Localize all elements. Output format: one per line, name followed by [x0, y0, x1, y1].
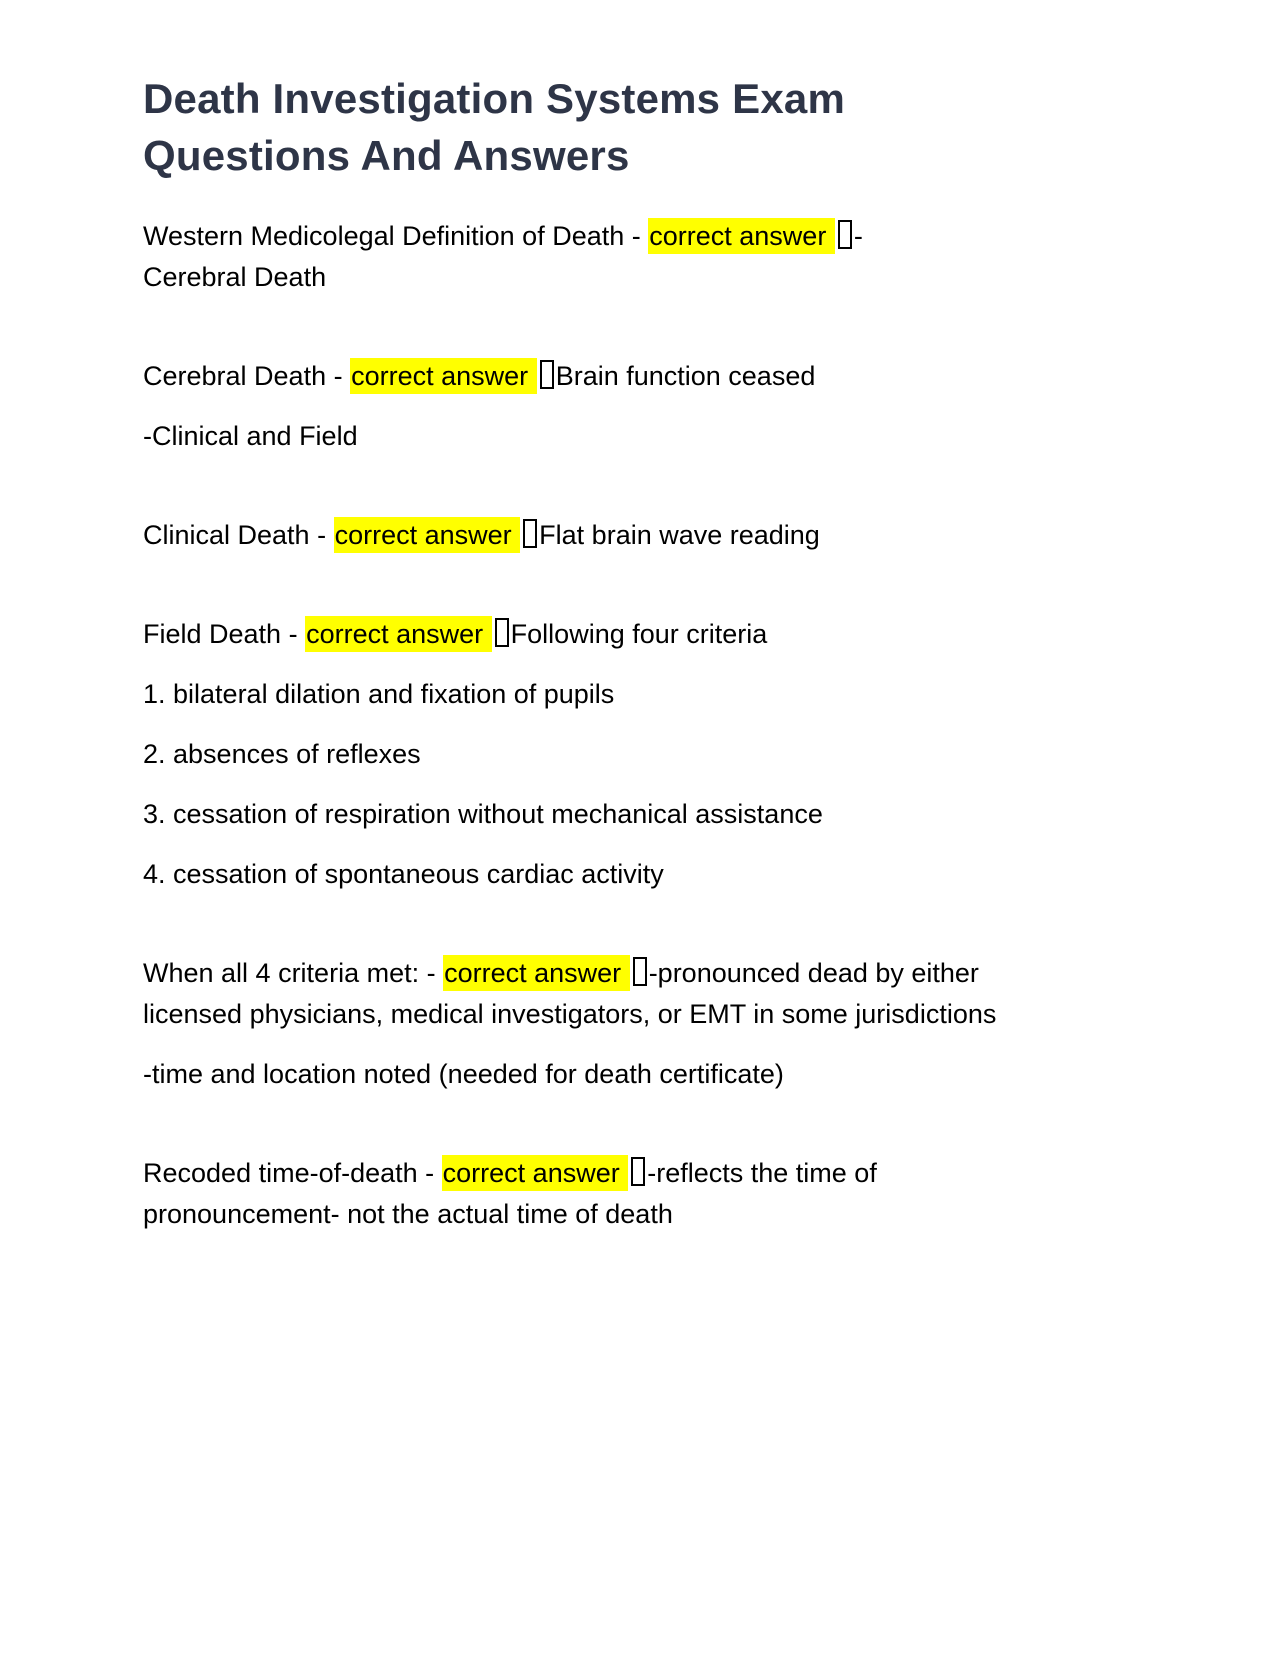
paragraph	[143, 1054, 1043, 1095]
paragraph	[143, 854, 1043, 895]
text-run: Cerebral Death -	[143, 361, 351, 391]
text-run: When all 4 criteria met: -	[143, 958, 444, 988]
text-run: -	[853, 221, 863, 251]
text-run: -reflects the time of pronouncement- not the actual time of death	[143, 1158, 877, 1229]
paragraph	[143, 515, 1043, 556]
text-run: -time and location noted (needed for death certificate)	[143, 1059, 784, 1089]
qa-block	[143, 356, 1043, 457]
highlighted-answer-label: correct answer	[442, 1155, 629, 1191]
highlighted-answer-label: correct answer	[350, 358, 537, 394]
missing-glyph-icon	[838, 220, 852, 249]
paragraph	[143, 1153, 1043, 1235]
highlighted-answer-label: correct answer	[334, 517, 521, 553]
paragraph	[143, 416, 1043, 457]
missing-glyph-icon	[633, 957, 647, 986]
missing-glyph-icon	[540, 360, 554, 389]
paragraph	[143, 794, 1043, 835]
highlighted-answer-label: correct answer	[305, 616, 492, 652]
paragraph	[143, 734, 1043, 775]
text-run: Recoded time-of-death -	[143, 1158, 442, 1188]
text-run: Clinical Death -	[143, 520, 334, 550]
highlighted-answer-label: correct answer	[443, 955, 630, 991]
qa-block	[143, 953, 1043, 1095]
text-run: 4. cessation of spontaneous cardiac activity	[143, 859, 664, 889]
paragraph	[143, 674, 1043, 715]
text-run: 3. cessation of respiration without mechanical assistance	[143, 799, 823, 829]
paragraph	[143, 953, 1043, 1035]
qa-block	[143, 614, 1043, 895]
text-run: 2. absences of reflexes	[143, 739, 421, 769]
text-run: -pronounced dead by either licensed physicians, medical investigators, or EMT in some jurisdictions	[143, 958, 997, 1029]
qa-block	[143, 515, 1043, 556]
text-run: Cerebral Death	[143, 262, 327, 292]
text-run: Flat brain wave reading	[539, 520, 820, 550]
paragraph	[143, 614, 1043, 655]
missing-glyph-icon	[523, 519, 537, 548]
text-run: Brain function ceased	[555, 361, 816, 391]
text-run: 1. bilateral dilation and fixation of pupils	[143, 679, 615, 709]
qa-block	[143, 216, 1043, 298]
highlighted-answer-label: correct answer	[648, 218, 835, 254]
text-run: Field Death -	[143, 619, 306, 649]
text-run: Western Medicolegal Definition of Death -	[143, 221, 649, 251]
paragraph	[143, 356, 1043, 397]
text-run: Following four criteria	[510, 619, 768, 649]
document-title: Death Investigation Systems Exam Questions And Answers	[143, 75, 845, 179]
missing-glyph-icon	[495, 618, 509, 647]
qa-block	[143, 1153, 1043, 1235]
text-run: -Clinical and Field	[143, 421, 358, 451]
paragraph	[143, 216, 1043, 298]
document-body	[143, 216, 1043, 1235]
missing-glyph-icon	[631, 1157, 645, 1186]
